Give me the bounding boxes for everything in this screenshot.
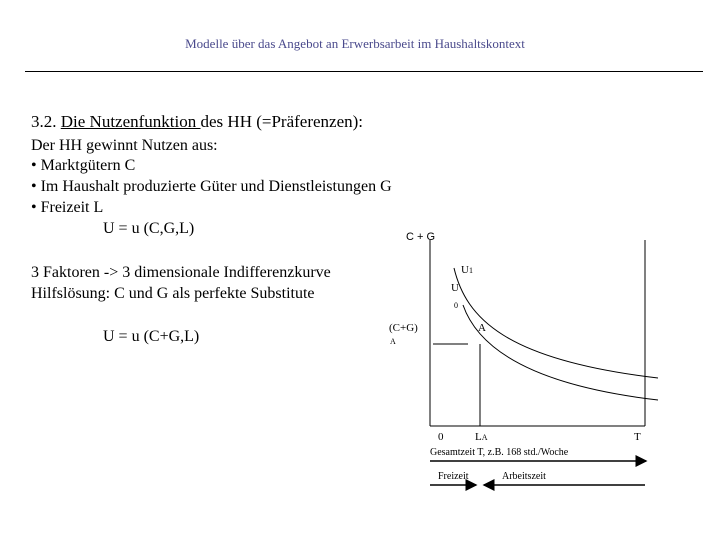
curve-u0-sub: 0 bbox=[454, 301, 458, 310]
utility-formula-2: U = u (C+G,L) bbox=[103, 328, 200, 345]
helper-solution-line: Hilfslösung: C und G als perfekte Substitute bbox=[31, 285, 315, 302]
point-a-label: A bbox=[478, 322, 486, 334]
section-number: 3.2. bbox=[31, 112, 57, 131]
t-label: T bbox=[634, 431, 641, 443]
bullet-market-goods: • Marktgütern C bbox=[31, 157, 136, 174]
total-time-label: Gesamtzeit T, z.B. 168 std./Woche bbox=[430, 447, 569, 458]
work-time-label: Arbeitszeit bbox=[502, 471, 546, 482]
intro-line: Der HH gewinnt Nutzen aus: bbox=[31, 137, 218, 154]
curve-u1-label bbox=[461, 264, 473, 276]
curve-u1-main: U bbox=[461, 264, 469, 276]
page-header-title: Modelle über das Angebot an Erwerbsarbeit im Haushaltskontext bbox=[185, 36, 525, 51]
la-label bbox=[475, 431, 488, 443]
bullet-leisure: • Freizeit L bbox=[31, 199, 104, 216]
curve-u0-main: U bbox=[451, 282, 459, 294]
y-axis-label: C + G bbox=[406, 231, 436, 243]
utility-formula-1: U = u (C,G,L) bbox=[103, 220, 195, 237]
la-sub: A bbox=[481, 433, 488, 442]
section-heading-underlined: Die Nutzenfunktion bbox=[60, 112, 201, 131]
leisure-label: Freizeit bbox=[438, 471, 469, 482]
indifference-curve-u0 bbox=[463, 305, 658, 400]
point-a-value-label: (C+G) bbox=[389, 322, 418, 334]
factors-line: 3 Faktoren -> 3 dimensionale Indifferenzkurve bbox=[31, 264, 331, 281]
origin-label: 0 bbox=[438, 431, 444, 443]
la-main: L bbox=[475, 431, 482, 443]
section-heading-rest: des HH (=Präferenzen): bbox=[200, 112, 364, 131]
point-a-value-sub: A bbox=[390, 337, 396, 346]
curve-u1-sub: 1 bbox=[468, 266, 473, 275]
bullet-household-goods: • Im Haushalt produzierte Güter und Dienstleistungen G bbox=[31, 178, 392, 195]
